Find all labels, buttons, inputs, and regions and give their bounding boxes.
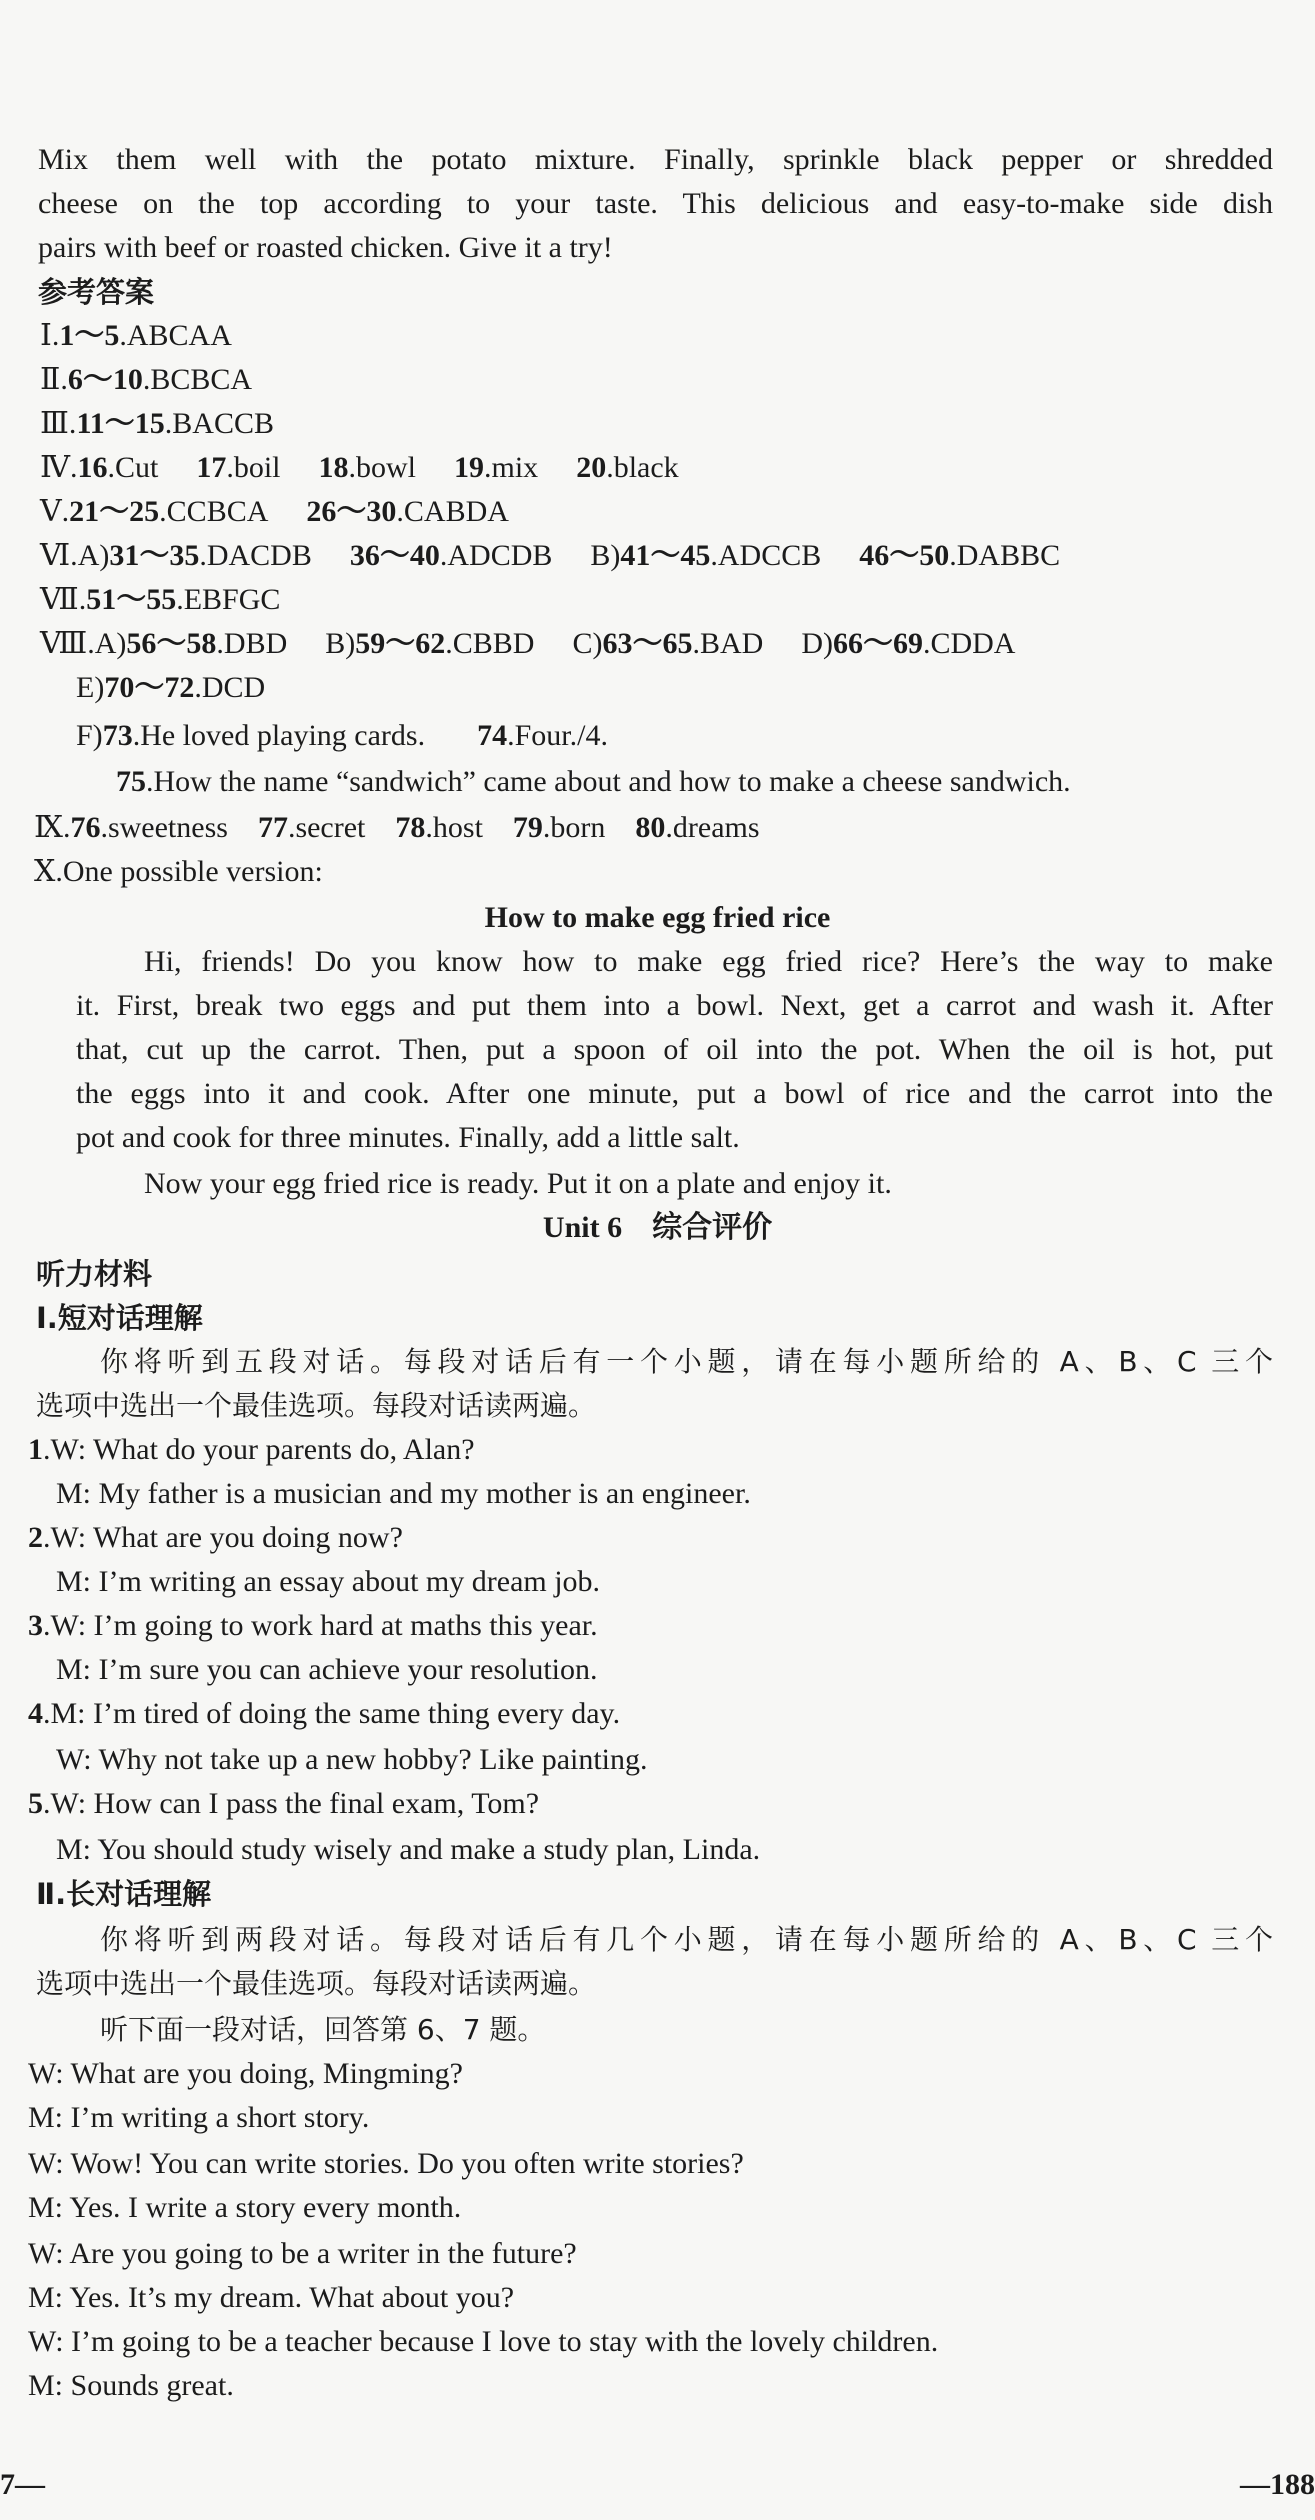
section-label: E) [76,671,105,704]
question-number: 2 [28,1521,43,1554]
question-number: 74 [477,719,508,752]
dialog-text: .W: What do your parents do, Alan? [43,1433,475,1466]
answer-word: .dreams [665,811,760,844]
answer-word: .secret [287,811,366,844]
answer-letters: .BAD [692,627,764,660]
part2-instruction-1: 你将听到两段对话。每段对话后有几个小题，请在每小题所给的 A、B、C 三个 [100,1923,1273,1956]
roman-numeral: Ⅵ. [40,539,78,572]
dialog-long-line-7: W: I’m going to be a teacher because I love to stay with the lovely children. [28,2325,939,2358]
answer-word: .mix [484,451,539,484]
dialog-long-line-2: M: I’m writing a short story. [28,2101,370,2134]
roman-numeral: Ⅲ. [40,407,77,440]
part1-heading: Ⅰ.短对话理解 [36,1301,203,1335]
dialog-3-line-a [28,1604,598,1648]
intro-line-3: pairs with beef or roasted chicken. Give it a try! [38,231,613,264]
question-range: 59～62 [355,627,446,660]
section-label: F) [76,719,103,752]
answer-letters: .ADCCB [710,539,822,572]
page-number-left: 7— [0,2468,45,2501]
question-range: 6～10 [67,363,143,396]
answer-word: .black [606,451,679,484]
answer-letters: .CCBCA [159,495,269,528]
section-label: B) [325,627,356,660]
answer-row-1 [40,314,232,358]
listening-heading: 听力材料 [36,1257,153,1291]
roman-numeral: Ⅴ. [40,495,70,528]
answer-text: One possible version: [62,855,323,888]
answer-letters: .BACCB [164,407,275,440]
question-number: 80 [635,811,666,844]
section-label: B) [590,539,621,572]
essay-line-2: it. First, break two eggs and put them into a bowl. Next, get a carrot and wash it. After [76,989,1273,1022]
answer-word: .bowl [348,451,417,484]
question-range: 70～72 [104,671,195,704]
question-range: 21～25 [69,495,160,528]
answer-text: .How the name “sandwich” came about and how to make a cheese sandwich. [146,765,1071,798]
answer-row-8g [116,760,1071,804]
section-label: A) [94,627,127,660]
question-range: 66～69 [832,627,923,660]
page-number-right: —188 [1240,2468,1315,2501]
essay-line-3: that, cut up the carrot. Then, put a spoon of oil into the pot. When the oil is hot, put [76,1033,1273,1066]
dialog-long-line-6: M: Yes. It’s my dream. What about you? [28,2281,515,2314]
section-label: A) [77,539,110,572]
dialog-text: .M: I’m tired of doing the same thing every day. [43,1697,621,1730]
question-range: 56～58 [126,627,217,660]
question-range: 41～45 [620,539,711,572]
answer-row-2 [40,358,252,402]
question-range: 1～5 [59,319,120,352]
question-number: 5 [28,1787,43,1820]
roman-numeral: Ⅸ. [34,811,71,844]
dialog-long-line-5: W: Are you going to be a writer in the future? [28,2237,577,2270]
part2-heading: Ⅱ.长对话理解 [36,1877,212,1911]
unit-title: Unit 6 综合评价 [542,1211,773,1244]
answer-row-5 [40,490,509,534]
answer-letters: .ADCDB [439,539,553,572]
dialog-long-line-8: M: Sounds great. [28,2369,234,2402]
part2-instruction-2: 选项中选出一个最佳选项。每段对话读两遍。 [36,1967,597,2000]
answer-letters: .EBFGC [176,583,281,616]
answer-letters: .DABBC [949,539,1061,572]
roman-numeral: Ⅹ. [34,855,63,888]
question-range: 63～65 [602,627,693,660]
dialog-1-line-a [28,1428,475,1472]
dialog-text: .W: I’m going to work hard at maths this year. [43,1609,598,1642]
section-label: D) [801,627,833,660]
dialog-5-line-b: M: You should study wisely and make a study plan, Linda. [56,1833,761,1866]
question-number: 75 [116,765,146,798]
answer-word: .boil [226,451,281,484]
question-number: 1 [28,1433,43,1466]
question-number: 16 [77,451,108,484]
question-range: 26～30 [306,495,397,528]
roman-numeral: Ⅰ. [40,319,60,352]
part1-instruction-1: 你将听到五段对话。每段对话后有一个小题，请在每小题所给的 A、B、C 三个 [100,1345,1273,1378]
question-range: 46～50 [859,539,950,572]
answer-row-8f [76,714,608,758]
dialog-4-line-a [28,1692,620,1736]
answer-letters: .CBBD [445,627,535,660]
essay-line-5: pot and cook for three minutes. Finally, add a little salt. [76,1121,740,1154]
essay-line-1: Hi, friends! Do you know how to make egg fried rice? Here’s the way to make [144,945,1273,978]
answer-row-7 [40,578,280,622]
essay-line-4: the eggs into it and cook. After one minute, put a bowl of rice and the carrot into the [76,1077,1273,1110]
question-number: 20 [576,451,607,484]
dialog-2-line-b: M: I’m writing an essay about my dream job. [56,1565,601,1598]
question-number: 3 [28,1609,43,1642]
question-number: 17 [196,451,227,484]
dialog-1-line-b: M: My father is a musician and my mother is an engineer. [56,1477,751,1510]
answer-row-6 [40,534,1060,578]
answer-word: .born [542,811,606,844]
question-number: 73 [102,719,133,752]
answer-letters: .BCBCA [142,363,253,396]
answer-letters: .CABDA [396,495,509,528]
question-number: 18 [318,451,349,484]
answer-word: .host [425,811,483,844]
roman-numeral: Ⅷ. [40,627,95,660]
section-label: C) [572,627,603,660]
essay-line-6: Now your egg fried rice is ready. Put it on a plate and enjoy it. [144,1167,892,1200]
question-number: 78 [395,811,426,844]
dialog-long-line-3: W: Wow! You can write stories. Do you often write stories? [28,2147,744,2180]
intro-line-2: cheese on the top according to your taste. This delicious and easy-to-make side dish [38,187,1273,220]
roman-numeral: Ⅶ. [40,583,87,616]
intro-line-1: Mix them well with the potato mixture. Finally, sprinkle black pepper or shredded [38,143,1273,176]
dialog-2-line-a [28,1516,403,1560]
question-range: 51～55 [86,583,177,616]
dialog-long-line-4: M: Yes. I write a story every month. [28,2191,462,2224]
question-number: 77 [257,811,288,844]
answer-text: .Four./4. [507,719,608,752]
answer-row-8e [76,666,265,710]
dialog-4-line-b: W: Why not take up a new hobby? Like painting. [56,1743,648,1776]
question-range: 31～35 [109,539,200,572]
question-number: 4 [28,1697,43,1730]
answer-letters: .CDDA [922,627,1016,660]
roman-numeral: Ⅳ. [40,451,78,484]
answer-text: .He loved playing cards. [132,719,426,752]
part2-instruction-3: 听下面一段对话，回答第 6、7 题。 [100,2013,546,2046]
answer-row-8 [40,622,1015,666]
answers-heading: 参考答案 [38,275,155,309]
dialog-5-line-a [28,1782,539,1826]
answer-row-10 [34,850,323,894]
question-range: 36～40 [349,539,440,572]
answer-row-3 [40,402,274,446]
question-number: 19 [454,451,485,484]
roman-numeral: Ⅱ. [40,363,68,396]
answer-letters: .DCD [194,671,266,704]
essay-title: How to make egg fried rice [484,901,831,934]
answer-letters: .ABCAA [119,319,232,352]
dialog-long-line-1: W: What are you doing, Mingming? [28,2057,463,2090]
dialog-text: .W: How can I pass the final exam, Tom? [43,1787,540,1820]
answer-letters: .DACDB [199,539,312,572]
dialog-3-line-b: M: I’m sure you can achieve your resolution. [56,1653,598,1686]
answer-row-9 [34,806,760,850]
answer-word: .sweetness [100,811,228,844]
answer-letters: .DBD [216,627,288,660]
question-number: 76 [70,811,101,844]
part1-instruction-2: 选项中选出一个最佳选项。每段对话读两遍。 [36,1389,597,1422]
answer-word: .Cut [107,451,159,484]
question-range: 11～15 [76,407,165,440]
question-number: 79 [512,811,543,844]
dialog-text: .W: What are you doing now? [43,1521,403,1554]
answer-row-4 [40,446,679,490]
